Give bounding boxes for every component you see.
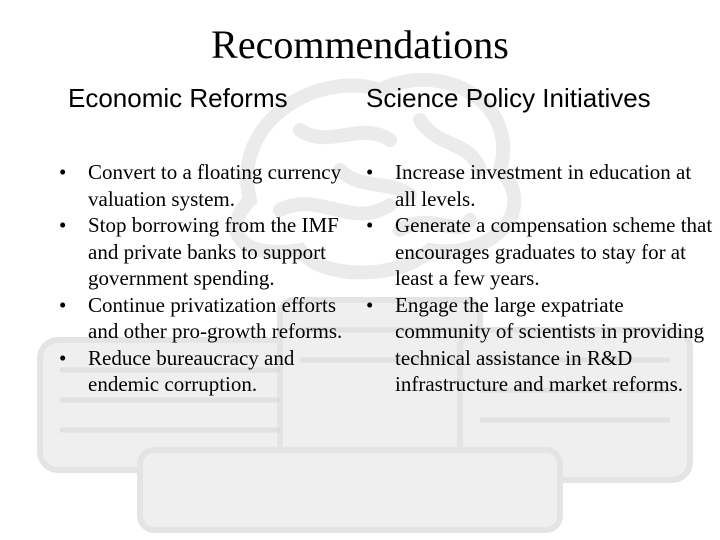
bullet-item: • Convert to a floating currency valuation system.: [56, 159, 361, 212]
science-policy-list: [363, 159, 715, 398]
bullet-item: • Continue privatization efforts and other pro-growth reforms.: [56, 292, 361, 345]
bullet-item: • Stop borrowing from the IMF and private banks to support government spending.: [56, 212, 361, 292]
bullet-item: • Generate a compensation scheme that encourages graduates to stay for at least a few years.: [363, 212, 715, 292]
bullet-item: • Reduce bureaucracy and endemic corruption.: [56, 345, 361, 398]
science-policy-heading: Science Policy Initiatives: [366, 83, 651, 113]
economic-reforms-heading: Economic Reforms: [68, 83, 288, 113]
bullet-item: • Engage the large expatriate community of scientists in providing technical assistance in R&D infrastructure and market reforms.: [363, 292, 715, 398]
bullet-item: • Increase investment in education at all levels.: [363, 159, 715, 212]
economic-reforms-list: [56, 159, 361, 398]
slide-title: Recommendations: [211, 22, 509, 67]
